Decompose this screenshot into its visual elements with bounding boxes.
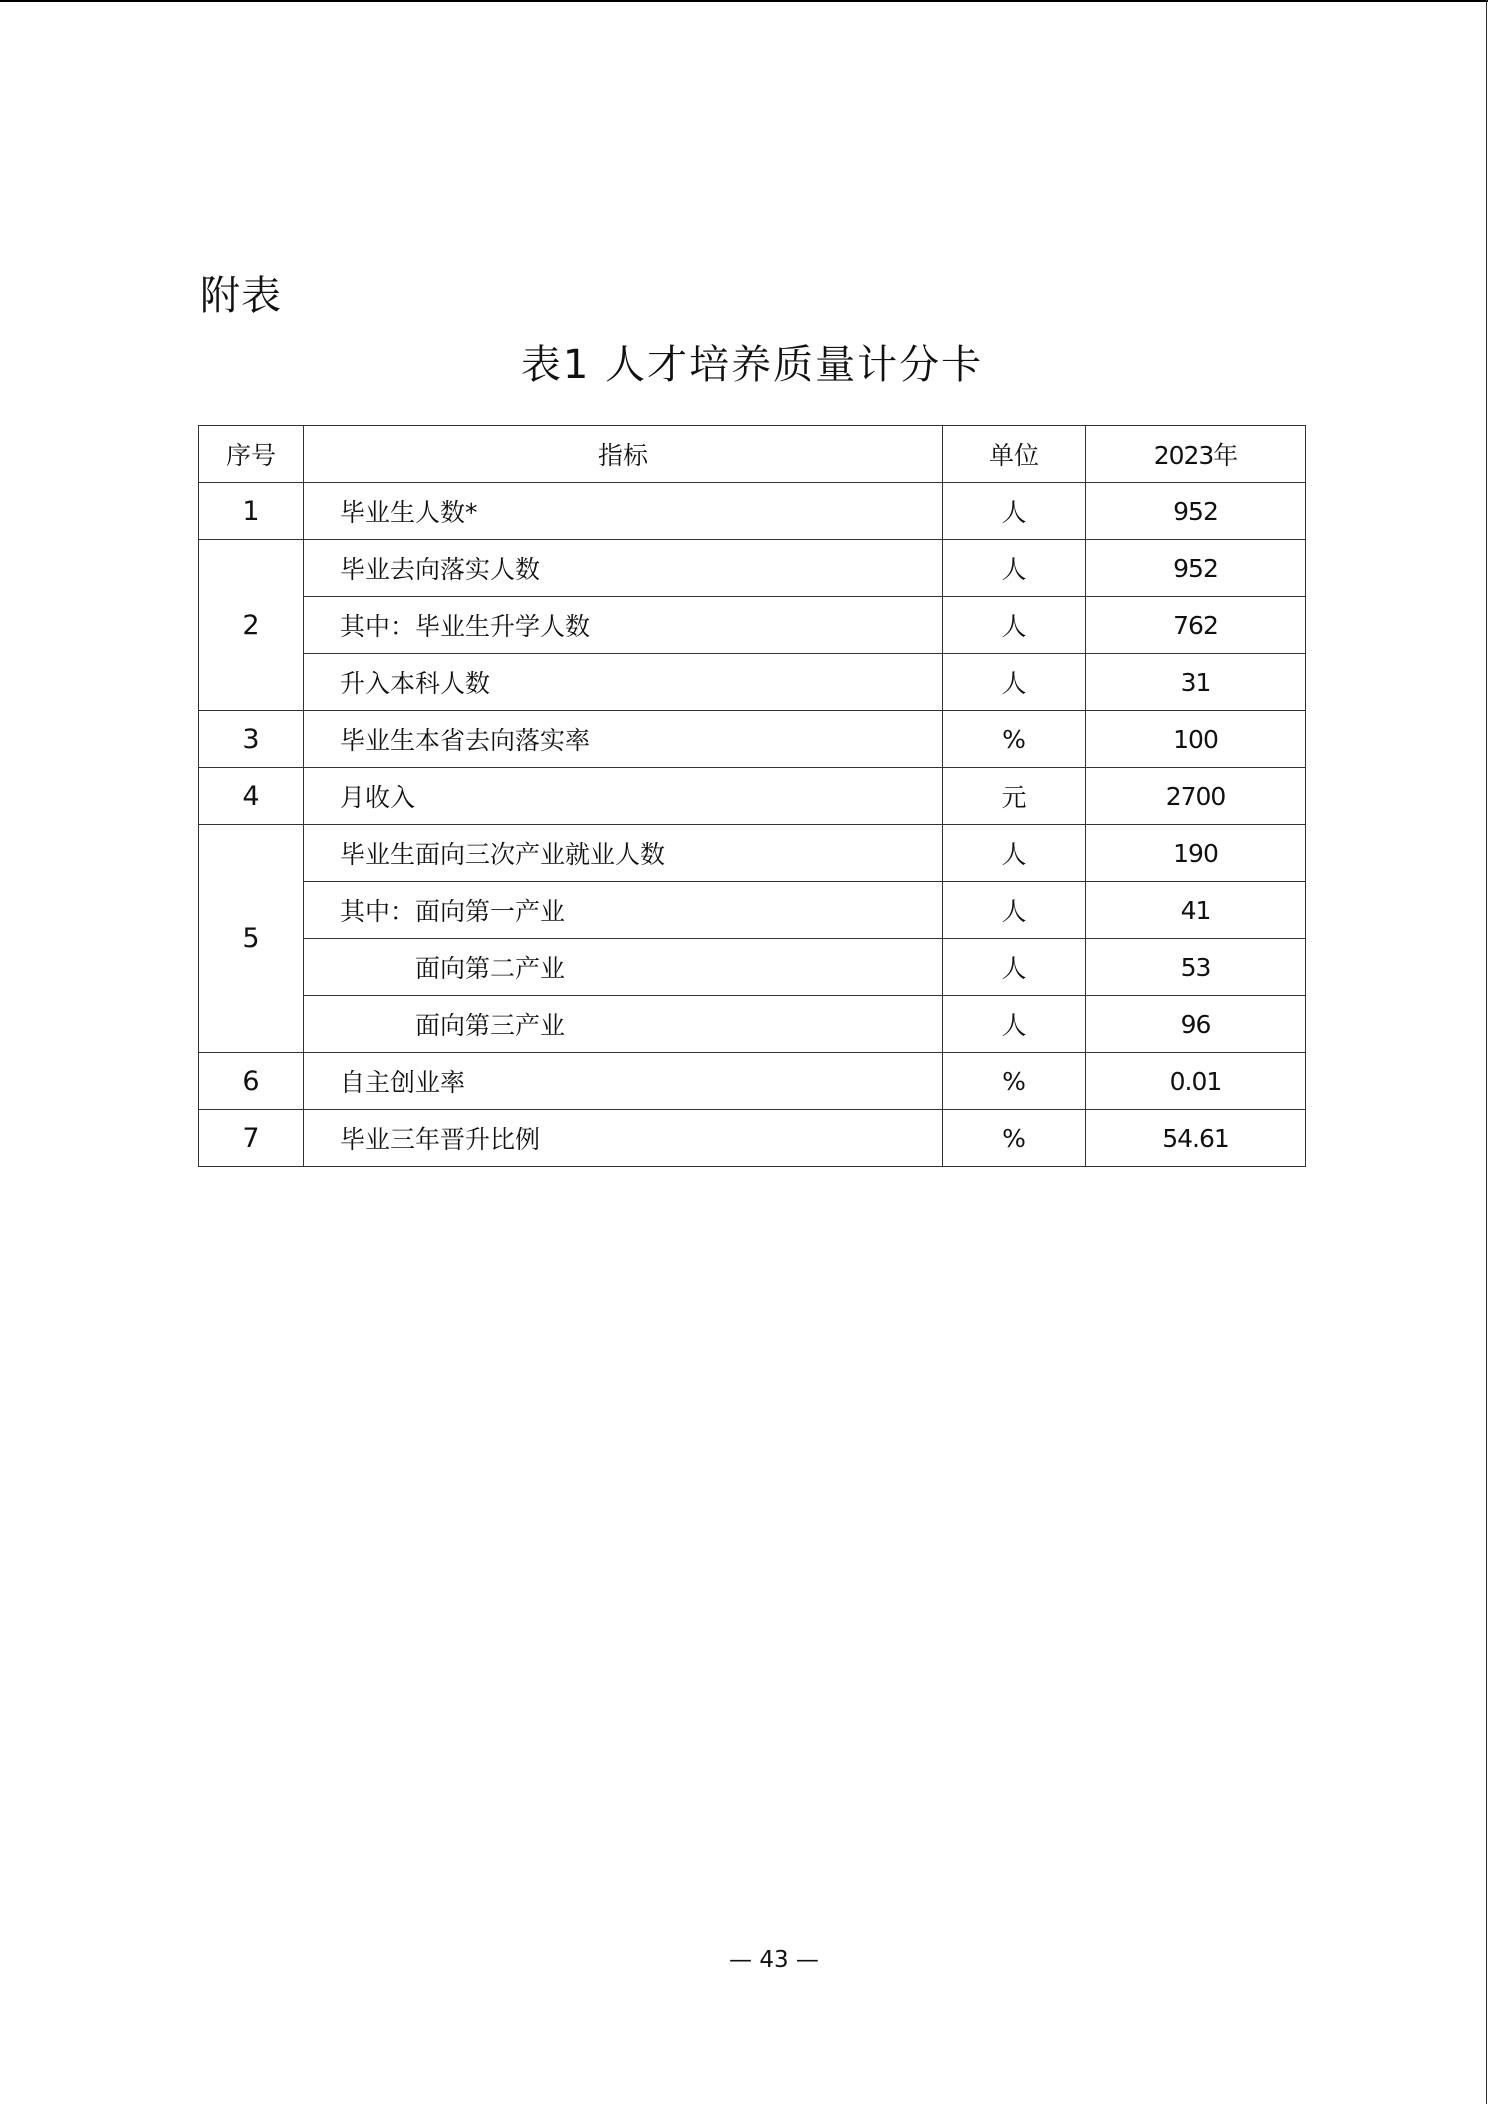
- page-top-border: [0, 0, 1488, 2]
- row-indicator: 自主创业率: [304, 1053, 943, 1110]
- row-value: 2700: [1086, 768, 1306, 825]
- table-row: [199, 882, 1306, 939]
- header-unit: 单位: [943, 426, 1086, 483]
- row-indicator: 毕业生本省去向落实率: [304, 711, 943, 768]
- row-indicator: 升入本科人数: [304, 654, 943, 711]
- row-indicator: 其中：面向第一产业: [304, 882, 943, 939]
- appendix-label: 附表: [200, 273, 282, 319]
- row-value: 41: [1086, 882, 1306, 939]
- row-seq: 3: [199, 711, 304, 768]
- row-value: 190: [1086, 825, 1306, 882]
- row-value: 31: [1086, 654, 1306, 711]
- row-unit: 人: [943, 882, 1086, 939]
- row-seq: 4: [199, 768, 304, 825]
- row-value: 0.01: [1086, 1053, 1306, 1110]
- header-year: 2023年: [1086, 426, 1306, 483]
- row-unit: %: [943, 711, 1086, 768]
- page-number: — 43 —: [729, 1947, 819, 1973]
- row-seq: 2: [199, 540, 304, 711]
- table-row: [199, 654, 1306, 711]
- table-row: [199, 1053, 1306, 1110]
- row-unit: 人: [943, 939, 1086, 996]
- row-value: 762: [1086, 597, 1306, 654]
- table-row: [199, 939, 1306, 996]
- row-indicator: 毕业生面向三次产业就业人数: [304, 825, 943, 882]
- page-right-border: [1486, 0, 1487, 2104]
- row-seq: 1: [199, 483, 304, 540]
- row-seq: 5: [199, 825, 304, 1053]
- talent-quality-scorecard-table: [198, 425, 1306, 1167]
- row-indicator: 毕业去向落实人数: [304, 540, 943, 597]
- table-row: [199, 1110, 1306, 1167]
- row-seq: 6: [199, 1053, 304, 1110]
- table-row: [199, 483, 1306, 540]
- row-unit: 人: [943, 483, 1086, 540]
- table-header-row: [199, 426, 1306, 483]
- row-value: 952: [1086, 540, 1306, 597]
- row-unit: 人: [943, 825, 1086, 882]
- row-indicator: 毕业三年晋升比例: [304, 1110, 943, 1167]
- table-row: [199, 825, 1306, 882]
- row-value: 53: [1086, 939, 1306, 996]
- table-title: 表1 人才培养质量计分卡: [520, 342, 984, 388]
- row-indicator: 面向第三产业: [304, 996, 943, 1053]
- table-row: [199, 540, 1306, 597]
- row-unit: 元: [943, 768, 1086, 825]
- table-row: [199, 768, 1306, 825]
- header-indicator: 指标: [304, 426, 943, 483]
- row-indicator: 毕业生人数*: [304, 483, 943, 540]
- row-indicator: 面向第二产业: [304, 939, 943, 996]
- row-indicator: 月收入: [304, 768, 943, 825]
- row-value: 100: [1086, 711, 1306, 768]
- row-unit: %: [943, 1110, 1086, 1167]
- row-indicator: 其中：毕业生升学人数: [304, 597, 943, 654]
- row-unit: 人: [943, 654, 1086, 711]
- table-row: [199, 711, 1306, 768]
- row-unit: 人: [943, 996, 1086, 1053]
- row-unit: 人: [943, 540, 1086, 597]
- row-unit: 人: [943, 597, 1086, 654]
- row-value: 952: [1086, 483, 1306, 540]
- row-unit: %: [943, 1053, 1086, 1110]
- header-seq: 序号: [199, 426, 304, 483]
- table-row: [199, 996, 1306, 1053]
- table-row: [199, 597, 1306, 654]
- row-seq: 7: [199, 1110, 304, 1167]
- row-value: 54.61: [1086, 1110, 1306, 1167]
- row-value: 96: [1086, 996, 1306, 1053]
